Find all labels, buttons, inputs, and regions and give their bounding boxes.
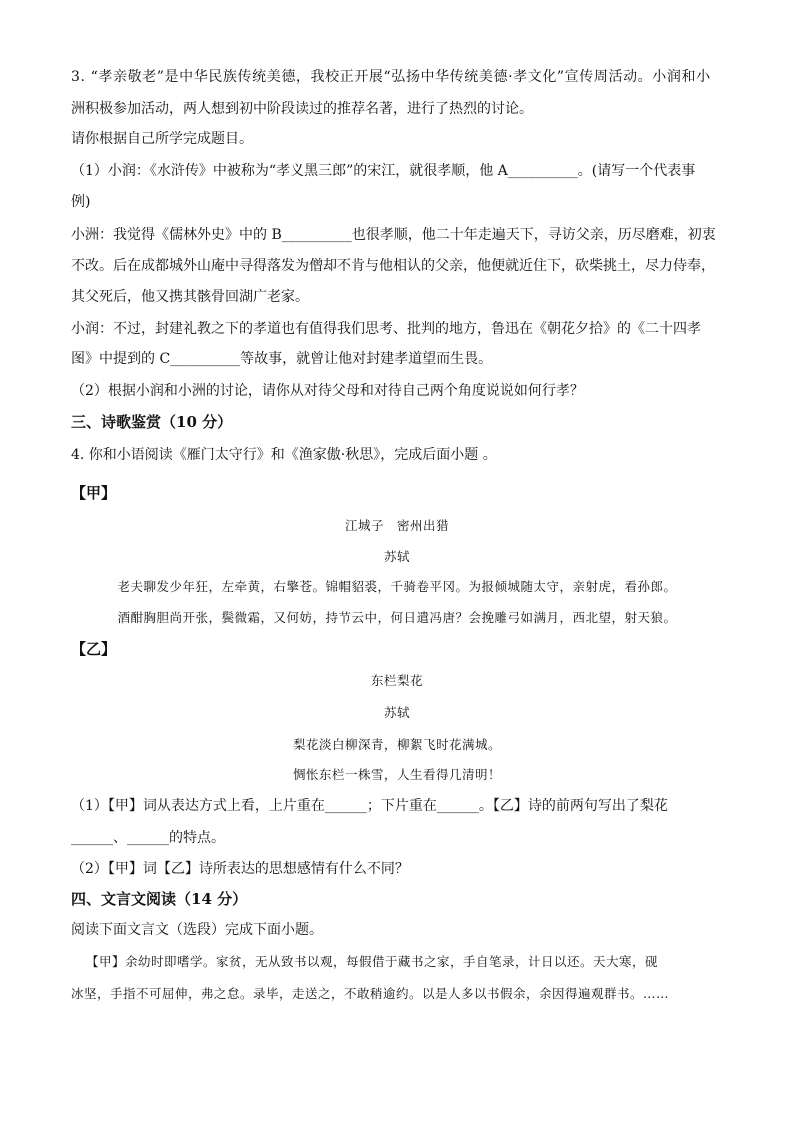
q3-line-1: 3. “孝亲敬老”是中华民族传统美德，我校正开展“弘扬中华传统美德·孝文化”宣传周活动。小润和小 (71, 69, 711, 85)
poem1-line-2: 酒酣胸胆尚开张，鬓微霜，又何妨，持节云中，何日遣冯唐？会挽雕弓如满月，西北望，射天狼。 (117, 610, 677, 625)
q4-sub1-line-1: （1）【甲】词从表达方式上看，上片重在______；下片重在______。【乙】诗的前两句写出了梨花 (71, 798, 668, 814)
q3-paragraph-line-3: 其父死后，他又携其骸骨回湖广老家。 (71, 289, 309, 305)
poem2-title: 东栏梨花 (370, 673, 423, 688)
q4-sub2: （2）【甲】词【乙】诗所表达的思想感情有什么不同？ (71, 861, 409, 877)
poem2-author: 苏轼 (383, 705, 410, 720)
label-jia: 【甲】 (71, 484, 117, 502)
label-yi: 【乙】 (71, 640, 117, 658)
poem1-title: 江城子 密州出猎 (344, 518, 449, 533)
q3-line-2: 洲积极参加活动，两人想到初中阶段读过的推荐名著，进行了热烈的讨论。 (71, 101, 533, 117)
q5-intro: 阅读下面文言文（选段）完成下面小题。 (71, 922, 323, 938)
classical-passage-line-1: 【甲】余幼时即嗜学。家贫，无从致书以观，每假借于藏书之家，手自笔录，计日以还。天大寒，砚 (86, 954, 659, 969)
classical-passage-line-2: 冰坚，手指不可屈伸，弗之怠。录毕，走送之，不敢稍逾约。以是人多以书假余，余因得遍观群书。…… (71, 986, 670, 1001)
q4-sub1-line-2: ______、______的特点。 (71, 830, 225, 846)
poem2-line-1: 梨花淡白柳深青，柳絮飞时花满城。 (292, 737, 501, 752)
section-3-heading: 三、诗歌鉴赏（10 分） (71, 413, 233, 431)
poem1-line-1: 老夫聊发少年狂，左牵黄，右擎苍。锦帽貂裘，千骑卷平冈。为报倾城随太守，亲射虎，看孙郎。 (117, 579, 677, 594)
q3-paragraph-line-1: 小洲：我觉得《儒林外史》中的 B__________也很孝顺，他二十年走遍天下，寻访父亲，历尽磨难，初衷 (71, 227, 716, 243)
q3-sub2: （2）根据小润和小洲的讨论，请你从对待父母和对待自己两个角度说说如何行孝？ (71, 383, 584, 399)
q3-sub1-line-2: 例) (71, 194, 91, 210)
q3-sub1-line-1: （1）小润：《水浒传》中被称为“孝义黑三郎”的宋江，就很孝顺，他 A__________。(请写一个代表事 (71, 163, 696, 179)
section-4-heading: 四、文言文阅读（14 分） (71, 890, 248, 908)
poem2-line-2: 惆怅东栏一株雪，人生看得几清明！ (292, 767, 501, 782)
q3-paragraph-line-5: 图》中提到的 C__________等故事，就曾让他对封建孝道望而生畏。 (71, 351, 493, 367)
q3-line-3: 请你根据自己所学完成题目。 (71, 131, 253, 147)
q3-paragraph-line-4: 小润：不过，封建礼教之下的孝道也有值得我们思考、批判的地方，鲁迅在《朝花夕拾》的《二十四孝 (71, 321, 701, 337)
poem1-author: 苏轼 (383, 549, 410, 564)
q4-intro: 4. 你和小语阅读《雁门太守行》和《渔家傲·秋思》，完成后面小题 。 (71, 447, 497, 463)
q3-paragraph-line-2: 不改。后在成都城外山庵中寻得落发为僧却不肯与他相认的父亲，他便就近住下，砍柴挑土，尽力侍奉， (71, 258, 715, 274)
